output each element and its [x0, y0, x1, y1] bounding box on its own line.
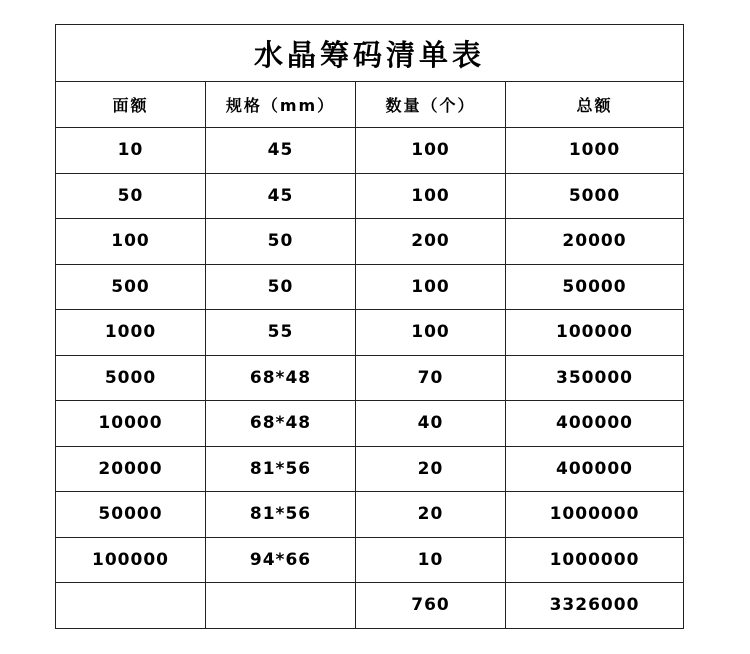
table-row	[56, 537, 684, 583]
column-header-denomination: 面额	[56, 82, 206, 128]
cell-quantity: 100	[356, 128, 506, 174]
column-header-size: 规格（mm）	[206, 82, 356, 128]
table-row	[56, 264, 684, 310]
cell-total: 5000	[506, 173, 684, 219]
cell-denomination: 20000	[56, 446, 206, 492]
total-quantity-cell: 760	[356, 583, 506, 629]
cell-size: 50	[206, 219, 356, 265]
table-row	[56, 310, 684, 356]
table-title: 水晶筹码清单表	[56, 25, 684, 82]
title-row	[56, 25, 684, 82]
grand-total-cell: 3326000	[506, 583, 684, 629]
chip-list-sheet	[55, 24, 683, 629]
total-size-cell	[206, 583, 356, 629]
cell-denomination: 500	[56, 264, 206, 310]
cell-quantity: 100	[356, 264, 506, 310]
table-row	[56, 128, 684, 174]
cell-quantity: 200	[356, 219, 506, 265]
cell-size: 81*56	[206, 446, 356, 492]
cell-size: 94*66	[206, 537, 356, 583]
totals-row	[56, 583, 684, 629]
table-row	[56, 492, 684, 538]
cell-denomination: 50000	[56, 492, 206, 538]
cell-quantity: 20	[356, 492, 506, 538]
cell-size: 68*48	[206, 401, 356, 447]
cell-denomination: 100000	[56, 537, 206, 583]
cell-total: 100000	[506, 310, 684, 356]
cell-total: 400000	[506, 446, 684, 492]
header-row	[56, 82, 684, 128]
cell-quantity: 10	[356, 537, 506, 583]
cell-denomination: 10000	[56, 401, 206, 447]
cell-size: 81*56	[206, 492, 356, 538]
cell-total: 1000000	[506, 492, 684, 538]
cell-denomination: 100	[56, 219, 206, 265]
cell-total: 1000000	[506, 537, 684, 583]
column-header-total: 总额	[506, 82, 684, 128]
chip-list-table	[55, 24, 684, 629]
cell-total: 20000	[506, 219, 684, 265]
table-row	[56, 401, 684, 447]
table-row	[56, 355, 684, 401]
cell-denomination: 5000	[56, 355, 206, 401]
cell-quantity: 100	[356, 310, 506, 356]
cell-total: 400000	[506, 401, 684, 447]
cell-denomination: 50	[56, 173, 206, 219]
cell-size: 45	[206, 173, 356, 219]
cell-size: 55	[206, 310, 356, 356]
table-row	[56, 446, 684, 492]
cell-size: 68*48	[206, 355, 356, 401]
cell-total: 1000	[506, 128, 684, 174]
cell-quantity: 70	[356, 355, 506, 401]
table-row	[56, 173, 684, 219]
total-denomination-cell	[56, 583, 206, 629]
column-header-quantity: 数量（个）	[356, 82, 506, 128]
cell-denomination: 1000	[56, 310, 206, 356]
cell-quantity: 20	[356, 446, 506, 492]
cell-quantity: 100	[356, 173, 506, 219]
cell-denomination: 10	[56, 128, 206, 174]
cell-size: 45	[206, 128, 356, 174]
cell-total: 350000	[506, 355, 684, 401]
cell-quantity: 40	[356, 401, 506, 447]
cell-size: 50	[206, 264, 356, 310]
table-row	[56, 219, 684, 265]
cell-total: 50000	[506, 264, 684, 310]
